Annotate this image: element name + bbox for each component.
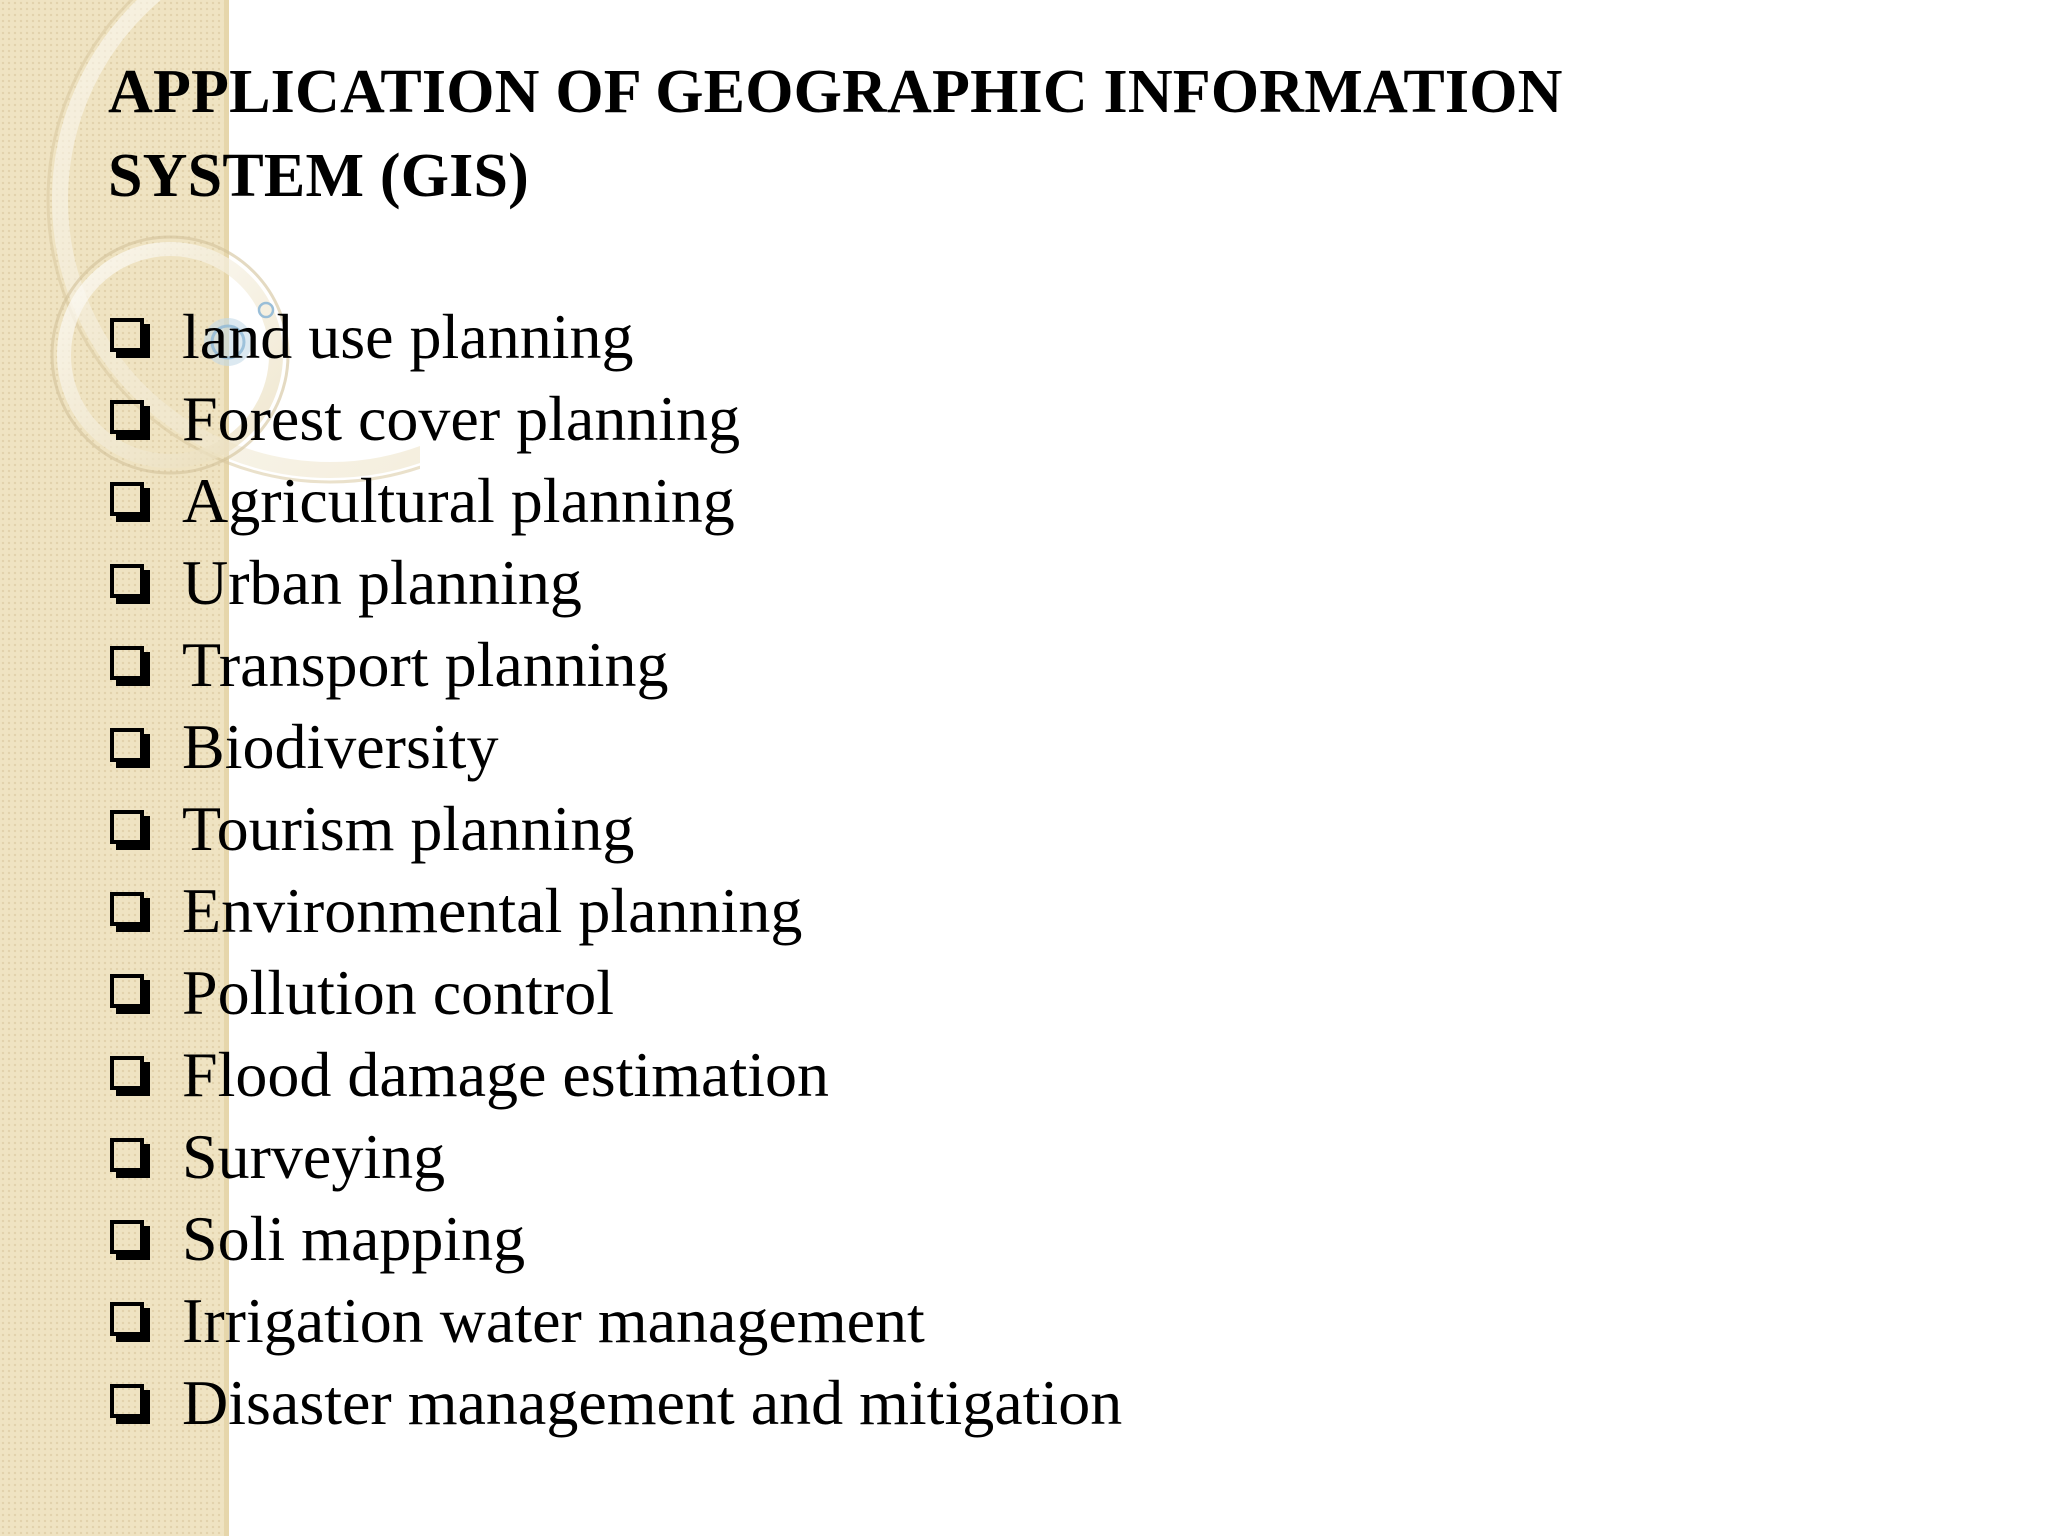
slide-title — [108, 50, 1908, 218]
hollow-square-shadow-icon — [110, 318, 150, 358]
list-item-label: Pollution control — [182, 957, 614, 1028]
list-item-label: land use planning — [182, 301, 634, 372]
list-item-label: Disaster management and mitigation — [182, 1367, 1123, 1438]
hollow-square-shadow-icon — [110, 646, 150, 686]
hollow-square-shadow-icon — [110, 1056, 150, 1096]
list-item — [110, 1198, 1122, 1280]
list-item-label: Agricultural planning — [182, 465, 735, 536]
hollow-square-shadow-icon — [110, 1384, 150, 1424]
list-item-label: Environmental planning — [182, 875, 803, 946]
list-item-label: Transport planning — [182, 629, 669, 700]
list-item — [110, 870, 1122, 952]
hollow-square-shadow-icon — [110, 728, 150, 768]
hollow-square-shadow-icon — [110, 810, 150, 850]
gis-application-list — [110, 296, 1122, 1444]
list-item — [110, 542, 1122, 624]
hollow-square-shadow-icon — [110, 1302, 150, 1342]
list-item — [110, 378, 1122, 460]
list-item-label: Tourism planning — [182, 793, 635, 864]
hollow-square-shadow-icon — [110, 564, 150, 604]
hollow-square-shadow-icon — [110, 892, 150, 932]
list-item — [110, 952, 1122, 1034]
list-item — [110, 706, 1122, 788]
list-item-label: Irrigation water management — [182, 1285, 925, 1356]
hollow-square-shadow-icon — [110, 1220, 150, 1260]
list-item — [110, 624, 1122, 706]
list-item — [110, 460, 1122, 542]
list-item — [110, 1116, 1122, 1198]
slide-title-line-2: SYSTEM (GIS) — [108, 142, 529, 210]
slide-title-line-1: APPLICATION OF GEOGRAPHIC INFORMATION — [108, 58, 1563, 126]
list-item-label: Forest cover planning — [182, 383, 741, 454]
list-item-label: Urban planning — [182, 547, 582, 618]
list-item-label: Flood damage estimation — [182, 1039, 829, 1110]
list-item — [110, 296, 1122, 378]
hollow-square-shadow-icon — [110, 974, 150, 1014]
list-item — [110, 1034, 1122, 1116]
list-item-label: Biodiversity — [182, 711, 499, 782]
list-item-label: Surveying — [182, 1121, 446, 1192]
list-item — [110, 1280, 1122, 1362]
list-item — [110, 1362, 1122, 1444]
list-item — [110, 788, 1122, 870]
list-item-label: Soli mapping — [182, 1203, 526, 1274]
hollow-square-shadow-icon — [110, 1138, 150, 1178]
hollow-square-shadow-icon — [110, 482, 150, 522]
hollow-square-shadow-icon — [110, 400, 150, 440]
